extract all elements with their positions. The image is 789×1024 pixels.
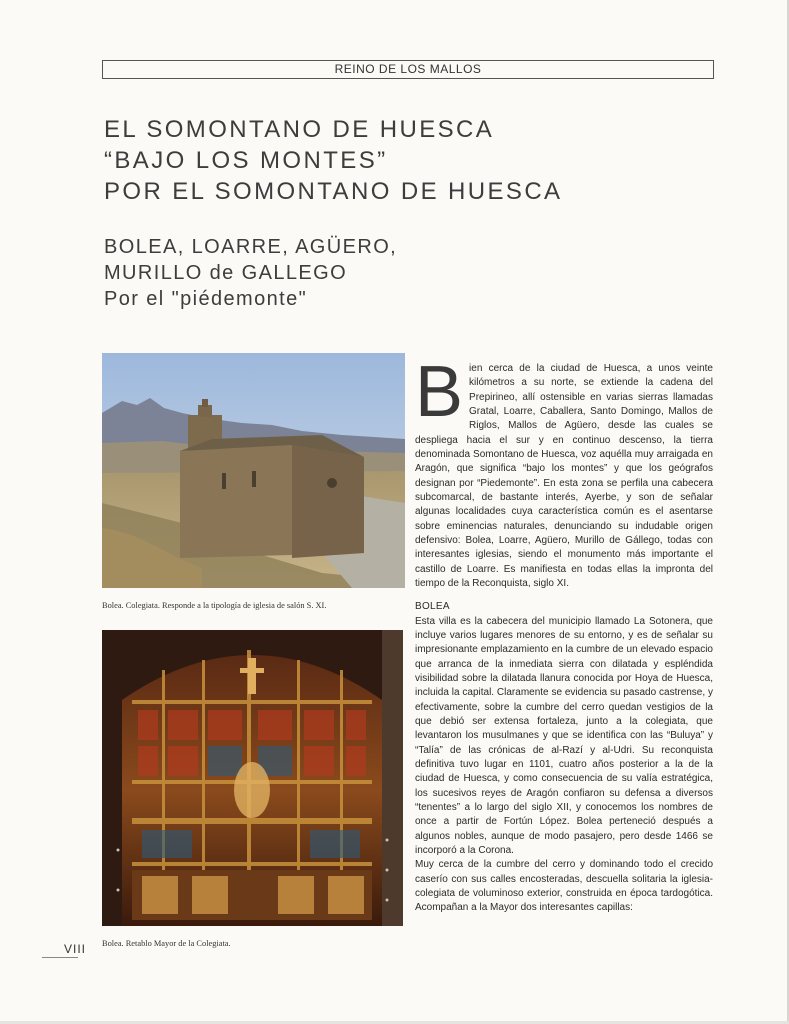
page-number-rule [42, 957, 78, 958]
church-photo [102, 353, 405, 588]
page-title [104, 114, 724, 207]
title-line-3: POR EL SOMONTANO DE HUESCA [104, 178, 563, 205]
intro-paragraph [415, 352, 713, 592]
subtitle-line-3: Por el "piédemonte" [104, 288, 308, 310]
bolea-paragraph: Esta villa es la cabecera del municipio llamado La Sotonera, que incluye varios lugares menores de su entorno, y es de señalar su impresionante emplazamiento en la cumbre de un elevado espacio que arranca de la inmediata sierra con dilatada y espléndida visibilidad sobre la dilatada llanura conocida por Hoya de Huesca, incluida la capital. Claramente se evidencia su pasado castrense, y efectivamente, sobre la cumbre del cerro quedan vestigios de la que debió ser extensa fortaleza, junto a la colegiata, que levantaron los musulmanes y que se identifica con las “Buluya” y “Talía” de las crónicas de al-Razí y al-Udri. Su reconquista definitiva tuvo lugar en 1101, cuatro años posterior a la de la ciudad de Huesca, y como consecuencia de su valía estratégica, los sucesivos reyes de Aragón confiaron su defensa a diversos “tenentes” a lo largo del siglo XII, y conocemos los nombres de once a partir de Fortún López. Bolea perteneció después a algunos nobles, aunque de modo pasajero, pero desde 1466 se incorporó a la Corona. [415, 615, 713, 856]
figure-caption-2: Bolea. Retablo Mayor de la Colegiata. [102, 939, 231, 948]
section-header [102, 60, 714, 79]
altarpiece-photo [102, 630, 403, 926]
article-body [415, 352, 713, 916]
drop-cap: B [415, 352, 464, 432]
section-heading-bolea: BOLEA [415, 600, 450, 612]
subtitle-line-1: BOLEA, LOARRE, AGÜERO, [104, 236, 398, 258]
page-number: VIII [64, 942, 87, 956]
title-line-2: “BAJO LOS MONTES” [104, 147, 388, 174]
page-subtitle [104, 234, 584, 312]
intro-text: ien cerca de la ciudad de Huesca, a unos veinte kilómetros a su norte, se extiende la cadena del Prepirineo, allí ostensible en varias sierras llamadas Gratal, Loarre, Caballera, Santo Domingo, Mallos de Riglos, Mallos de Agüero, desde las cuales se despliega hacia el sur y en continuo descenso, la tierra denominada Somontano de Huesca, voz aquélla muy arraigada en Aragón, que significa “bajo los montes” y que los geógrafos designan por “Piedemonte”. En esta zona se perfila una cabecera subcomarcal, de bastante interés, Ayerbe, y son de señalar algunas localidades cuya característica común es el asentarse sobre eminencias naturales, denunciando su indudable origen defensivo: Bolea, Loarre, Agüero, Murillo de Gállego, todas con interesantes iglesias, siendo el monumento más importante el castillo de Loarre. Es manifiesta en todas ellas la impronta del tiempo de la Reconquista, siglo XI. [415, 363, 713, 590]
title-line-1: EL SOMONTANO DE HUESCA [104, 116, 495, 143]
subtitle-line-2: MURILLO de GALLEGO [104, 262, 348, 284]
figure-caption-1: Bolea. Colegiata. Responde a la tipología de iglesia de salón S. XI. [102, 601, 327, 610]
final-paragraph: Muy cerca de la cumbre del cerro y dominando todo el crecido caserío con sus calles encosteradas, descuella solitaria la iglesia-colegiata de voluminoso exterior, construida en época tardogótica. Acompañan a la Mayor dos interesantes capillas: [415, 859, 713, 914]
section-header-label: REINO DE LOS MALLOS [334, 62, 482, 76]
